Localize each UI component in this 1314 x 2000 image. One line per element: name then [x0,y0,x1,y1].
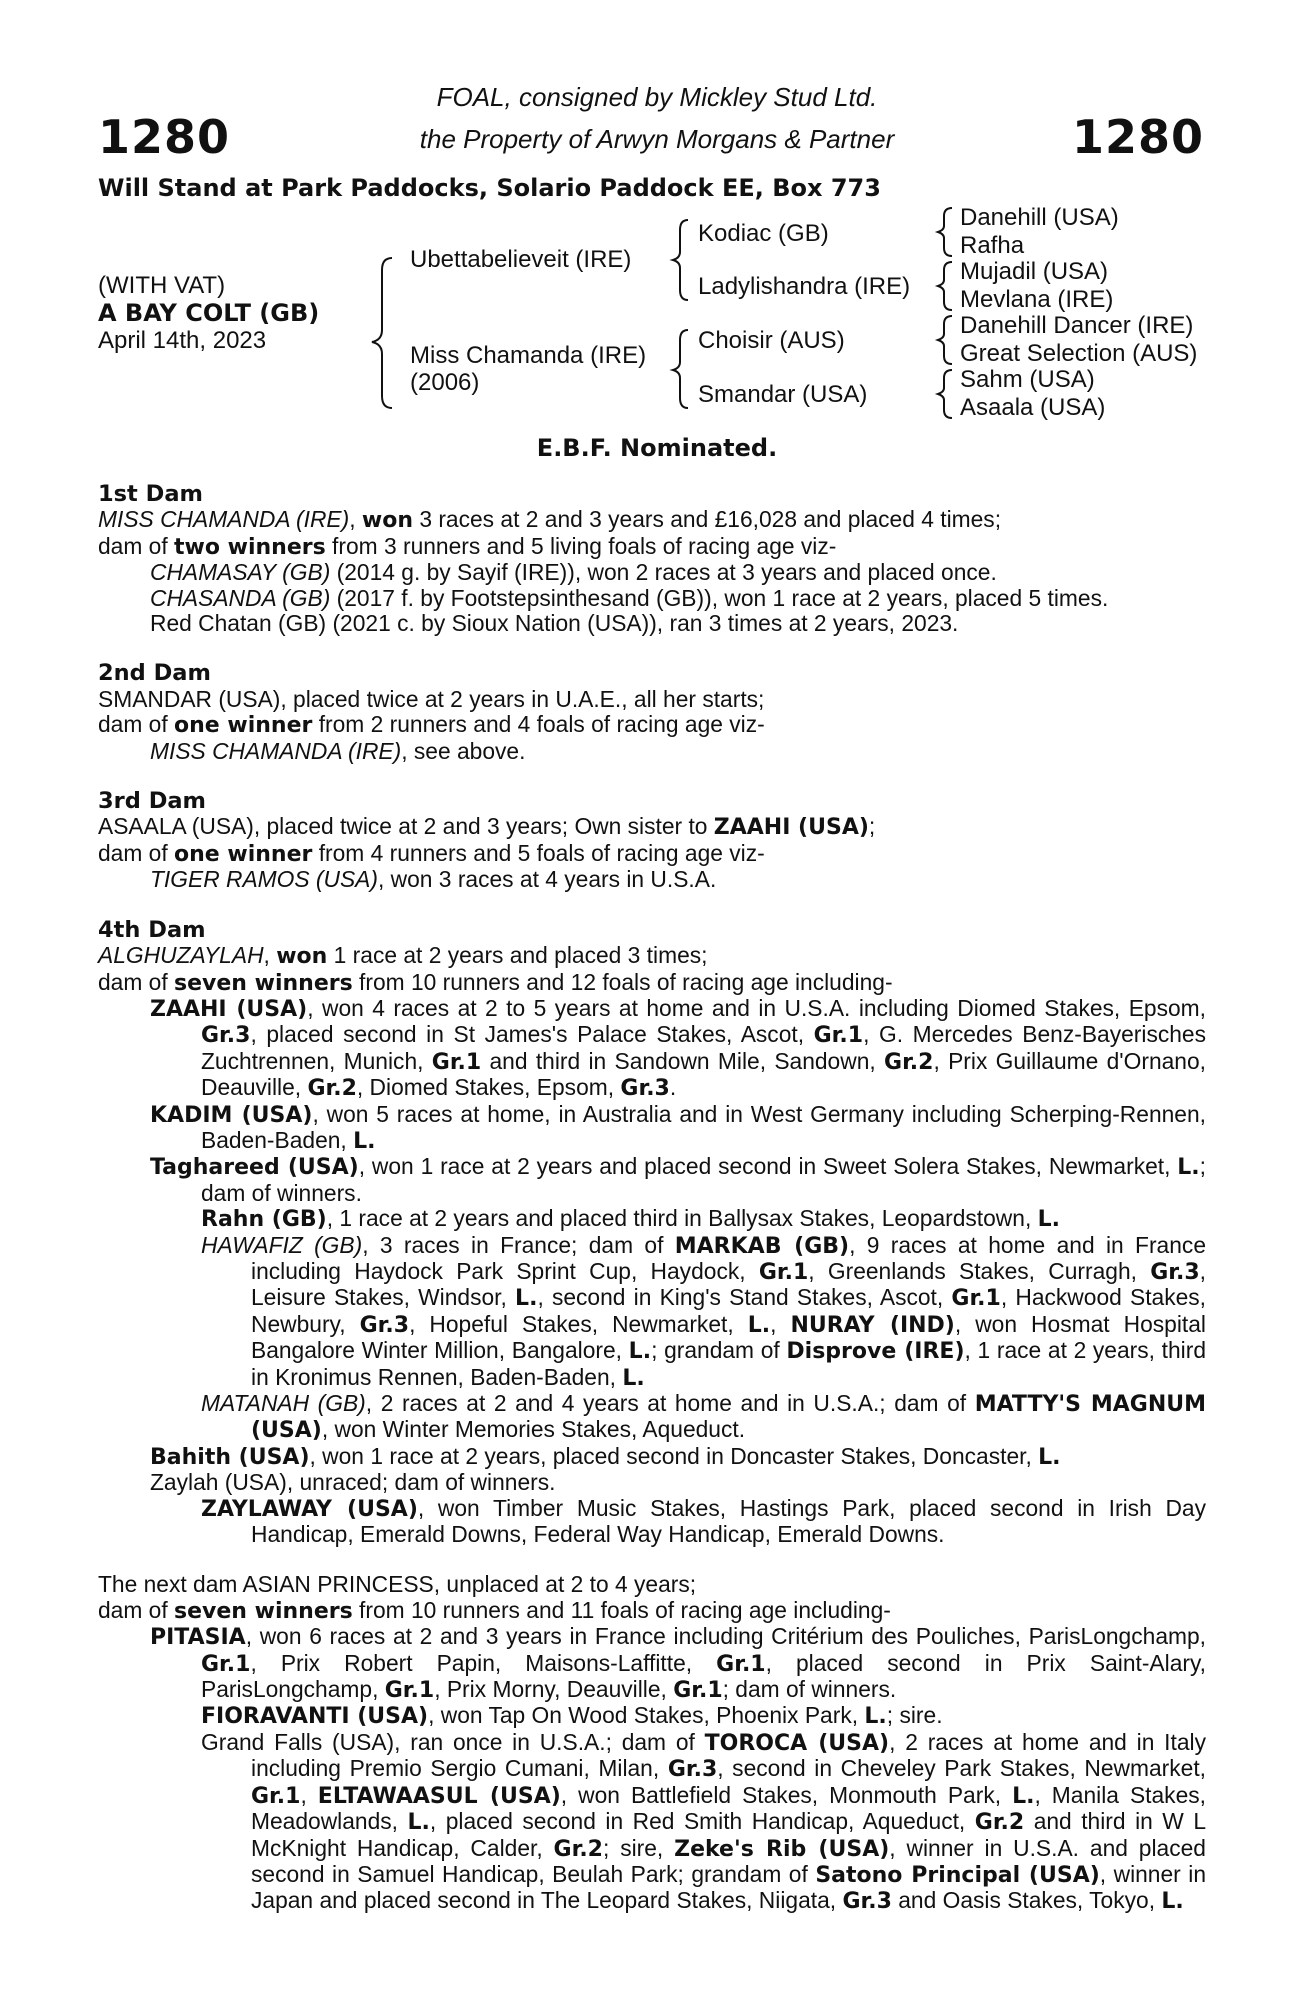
dam4-foal-zaylah: Zaylah (USA), unraced; dam of winners. [150,1469,556,1496]
taghareed-foal-rahn: Rahn (GB), 1 race at 2 years and placed third in Ballysax Stakes, Leopardstown, L. [201,1205,1061,1233]
dam4-foal-taghareed: Taghareed (USA), won 1 race at 2 years and placed second in Sweet Solera Stakes, Newmarket, L.; dam of winners. [150,1153,1207,1206]
dam-year: (2006) [410,369,480,396]
consignor-line: FOAL, consigned by Mickley Stud Ltd. [436,82,878,112]
ebf-nominated: E.B.F. Nominated. [536,434,778,462]
dam1-foal-3: Red Chatan (GB) (2021 c. by Sioux Nation (USA)), ran 3 times at 2 years, 2023. [150,610,959,637]
pitasia-foal-grand-falls: Grand Falls (USA), ran once in U.S.A.; dam of TOROCA (USA), 2 races at home and in Italy including Premio Sergio Cumani, Milan, Gr.3, second in Cheveley Park Stakes, Newmarket, Gr.1, ELTAWAASUL (USA), won Battlefield Stakes, Monmouth Park, L., Manila Stakes, Meadowlands, L., placed second in Red Smith Handicap, Aqueduct, Gr.2 and third in W L McKnight Handicap, Calder, Gr.2; sire, Zeke's Rib (USA), winner in U.S.A. and placed second in Samuel Handicap, Beulah Park; grandam of Satono Principal (USA), winner in Japan and placed second in The Leopard Stakes, Niigata, Gr.3 and Oasis Stakes, Tokyo, L. [201,1728,1206,1915]
stand-location: Will Stand at Park Paddocks, Solario Paddock EE, Box 773 [98,174,881,202]
gen2-dam-sire: Choisir (AUS) [698,327,845,354]
horse-dob: April 14th, 2023 [98,327,267,354]
pitasia-foal-fioravanti: FIORAVANTI (USA), won Tap On Wood Stakes, Phoenix Park, L.; sire. [201,1702,943,1730]
section-3rd-dam: 3rd Dam [98,788,206,815]
dam4-foal-zaahi: ZAAHI (USA), won 4 races at 2 to 5 years at home and in U.S.A. including Diomed Stakes, Epsom, Gr.3, placed second in St James's Palace Stakes, Ascot, Gr.1, G. Mercedes Benz-Bayerisches Zuchtrennen, Munich, Gr.1 and third in Sandown Mile, Sandown, Gr.2, Prix Guillaume d'Ornano, Deauville, Gr.2, Diomed Stakes, Epsom, Gr.3. [150,994,1206,1102]
gen2-sire-sire: Kodiac (GB) [698,220,829,247]
gen3-4: Mevlana (IRE) [960,286,1114,313]
dam4-record: ALGHUZAYLAH, won 1 race at 2 years and placed 3 times; [98,942,708,970]
vat-label: (WITH VAT) [98,272,226,299]
dam3-foal-1: TIGER RAMOS (USA), won 3 races at 4 years in U.S.A. [150,866,717,893]
sire-name: Ubettabelieveit (IRE) [410,246,632,273]
next-dam-foal-pitasia: PITASIA, won 6 races at 2 and 3 years in France including Critérium des Pouliches, ParisLongchamp, Gr.1, Prix Robert Papin, Maisons-Laffitte, Gr.1, placed second in Prix Saint-Alary, ParisLongchamp, Gr.1, Prix Morny, Deauville, Gr.1; dam of winners. [150,1623,1206,1704]
dam1-record: MISS CHAMANDA (IRE), won 3 races at 2 and 3 years and £16,028 and placed 4 times; [98,506,1002,534]
property-line: the Property of Arwyn Morgans & Partner [419,124,895,154]
taghareed-foal-hawafiz: HAWAFIZ (GB), 3 races in France; dam of MARKAB (GB), 9 races at home and in France including Haydock Park Sprint Cup, Haydock, Gr.1, Greenlands Stakes, Curragh, Gr.3, Leisure Stakes, Windsor, L., second in King's Stand Stakes, Ascot, Gr.1, Hackwood Stakes, Newbury, Gr.3, Hopeful Stakes, Newmarket, L., NURAY (IND), won Hosmat Hospital Bangalore Winter Million, Bangalore, L.; grandam of Disprove (IRE), 1 race at 2 years, third in Kronimus Rennen, Baden-Baden, L. [201,1231,1207,1391]
dam1-foal-2: CHASANDA (GB) (2017 f. by Footstepsinthesand (GB)), won 1 race at 2 years, placed 5 times. [150,584,1109,611]
gen2-dam-dam: Smandar (USA) [698,381,868,408]
gen3-1: Danehill (USA) [960,204,1119,231]
gen3-7: Sahm (USA) [960,366,1095,393]
dam2-record: SMANDAR (USA), placed twice at 2 years in U.A.E., all her starts; [98,685,765,712]
gen3-2: Rafha [960,232,1025,259]
produce-record [98,482,1206,1915]
taghareed-foal-matanah: MATANAH (GB), 2 races at 2 and 4 years at home and in U.S.A.; dam of MATTY'S MAGNUM (USA), won Winter Memories Stakes, Aqueduct. [201,1390,1207,1444]
lot-number-right: 1280 [1071,110,1204,164]
dam2-summary: dam of one winner from 2 runners and 4 foals of racing age viz- [98,711,765,739]
next-dam-record: The next dam ASIAN PRINCESS, unplaced at 2 to 4 years; [98,1571,697,1598]
dam4-foal-kadim: KADIM (USA), won 5 races at home, in Australia and in West Germany including Scherping-Rennen, Baden-Baden, L. [150,1100,1206,1154]
next-dam-summary: dam of seven winners from 10 runners and 11 foals of racing age including- [98,1596,891,1624]
dam2-foal-1: MISS CHAMANDA (IRE), see above. [150,737,526,764]
gen2-sire-dam: Ladylishandra (IRE) [698,273,911,300]
gen3-6: Great Selection (AUS) [960,340,1198,367]
lot-number-left: 1280 [98,110,231,164]
dam1-foal-1: CHAMASAY (GB) (2014 g. by Sayif (IRE)), won 2 races at 3 years and placed once. [150,559,997,586]
dam3-record: ASAALA (USA), placed twice at 2 and 3 years; Own sister to ZAAHI (USA); [98,813,876,841]
dam4-summary: dam of seven winners from 10 runners and 12 foals of racing age including- [98,968,893,996]
section-4th-dam: 4th Dam [98,916,206,943]
zaylah-foal-zaylaway: ZAYLAWAY (USA), won Timber Music Stakes, Hastings Park, placed second in Irish Day Handicap, Emerald Downs, Federal Way Handicap, Emerald Downs. [201,1494,1206,1548]
gen3-5: Danehill Dancer (IRE) [960,312,1194,339]
horse-name: A BAY COLT (GB) [98,299,320,327]
dam1-summary: dam of two winners from 3 runners and 5 living foals of racing age viz- [98,532,837,560]
dam-name: Miss Chamanda (IRE) [410,342,647,369]
section-1st-dam: 1st Dam [98,481,203,507]
gen3-3: Mujadil (USA) [960,258,1109,285]
gen3-8: Asaala (USA) [960,394,1106,421]
dam3-summary: dam of one winner from 4 runners and 5 foals of racing age viz- [98,839,765,867]
section-2nd-dam: 2nd Dam [98,660,211,687]
dam4-foal-bahith: Bahith (USA), won 1 race at 2 years, placed second in Doncaster Stakes, Doncaster, L. [150,1442,1061,1470]
